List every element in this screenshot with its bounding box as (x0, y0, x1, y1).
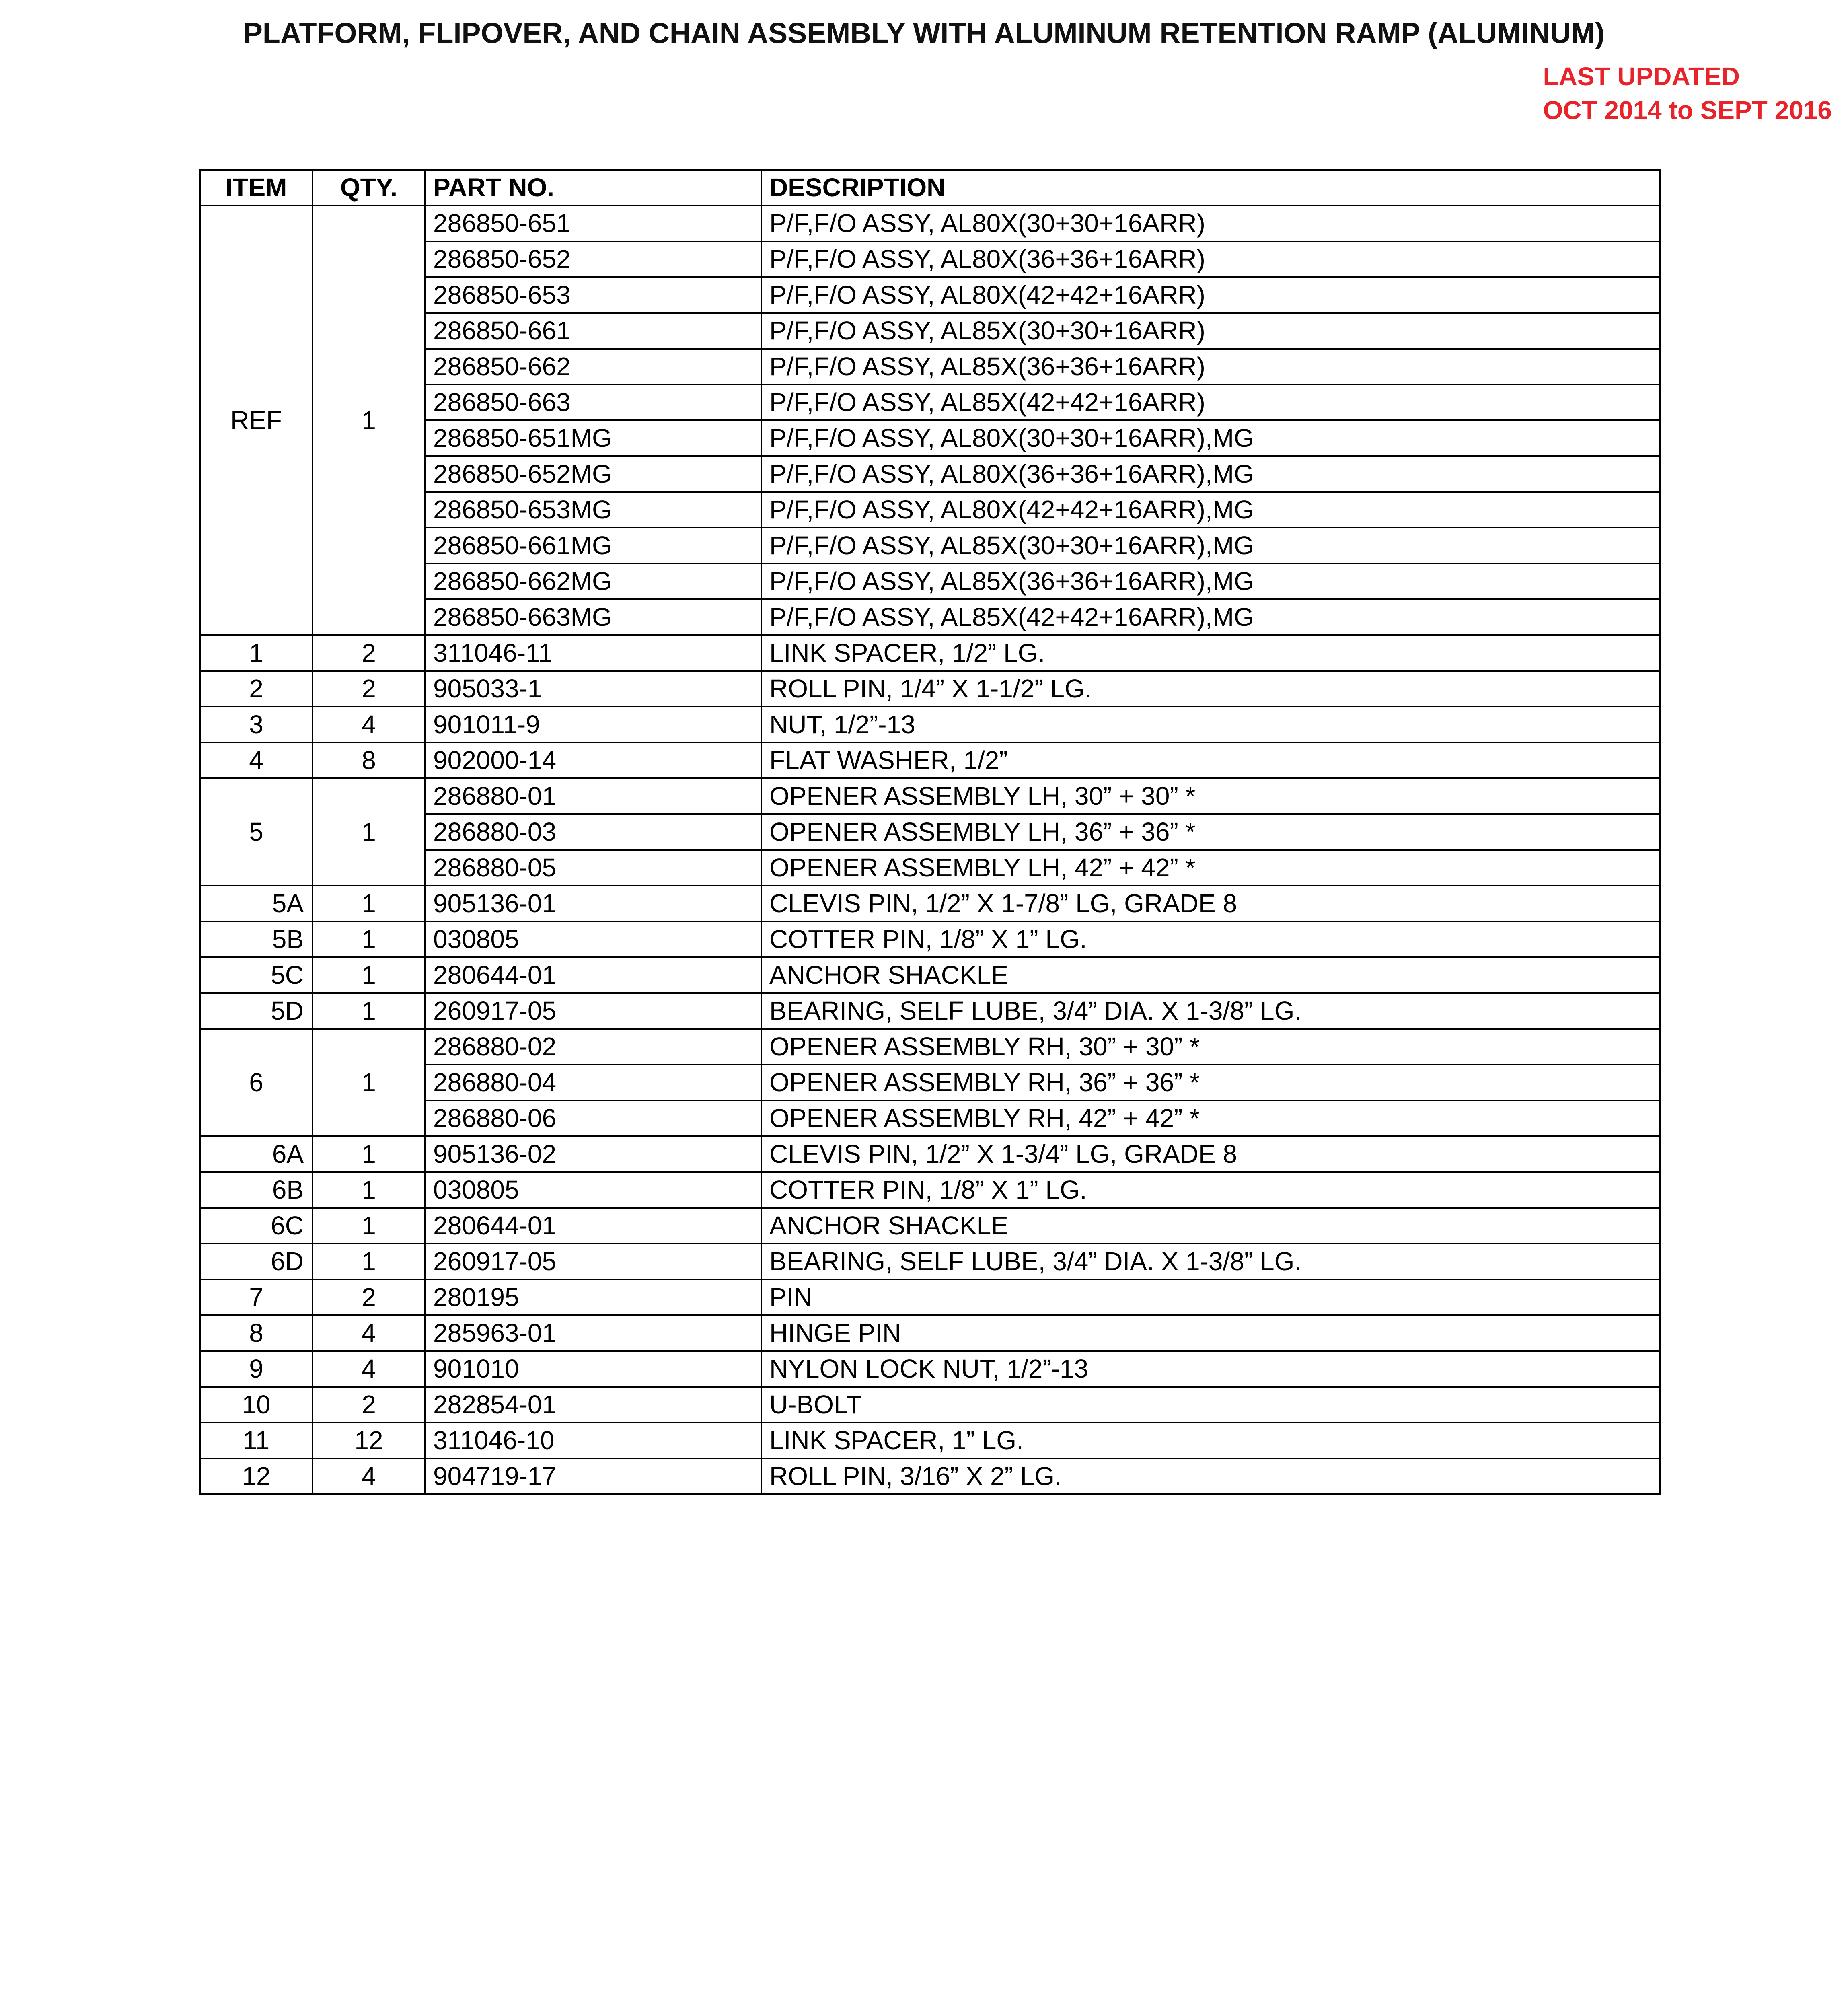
table-row (200, 1029, 1660, 1065)
cell-item: 5B (200, 921, 312, 957)
table-row (200, 635, 1660, 671)
cell-description: NYLON LOCK NUT, 1/2”-13 (761, 1351, 1660, 1387)
cell-item: 5D (200, 993, 312, 1029)
cell-item: 5A (200, 886, 312, 921)
cell-qty: 1 (312, 1244, 425, 1279)
table-row (200, 1279, 1660, 1315)
cell-item: 3 (200, 707, 312, 742)
cell-part-no: 286880-06 (425, 1100, 761, 1136)
table-row (200, 993, 1660, 1029)
cell-description: CLEVIS PIN, 1/2” X 1-7/8” LG, GRADE 8 (761, 886, 1660, 921)
cell-part-no: 901010 (425, 1351, 761, 1387)
cell-item: 6C (200, 1208, 312, 1244)
cell-item: 6A (200, 1136, 312, 1172)
cell-part-no: 286850-663 (425, 385, 761, 420)
table-row (200, 1351, 1660, 1387)
cell-part-no: 286850-662 (425, 349, 761, 385)
cell-description: OPENER ASSEMBLY LH, 42” + 42” * (761, 850, 1660, 886)
cell-qty: 1 (312, 1172, 425, 1208)
cell-description: HINGE PIN (761, 1315, 1660, 1351)
cell-description: PIN (761, 1279, 1660, 1315)
table-row (200, 1172, 1660, 1208)
cell-part-no: 286850-663MG (425, 599, 761, 635)
table-row (200, 957, 1660, 993)
cell-qty: 2 (312, 671, 425, 707)
table-row (200, 778, 1660, 814)
cell-description: LINK SPACER, 1/2” LG. (761, 635, 1660, 671)
cell-description: ANCHOR SHACKLE (761, 957, 1660, 993)
cell-item: 4 (200, 742, 312, 778)
table-row (200, 1136, 1660, 1172)
table-header-row (200, 170, 1660, 206)
cell-part-no: 905033-1 (425, 671, 761, 707)
cell-description: ROLL PIN, 3/16” X 2” LG. (761, 1458, 1660, 1494)
cell-item: 6B (200, 1172, 312, 1208)
cell-description: ROLL PIN, 1/4” X 1-1/2” LG. (761, 671, 1660, 707)
last-updated-label: LAST UPDATED (1543, 62, 1740, 91)
cell-qty: 1 (312, 1136, 425, 1172)
cell-part-no: 286880-03 (425, 814, 761, 850)
table-row (200, 921, 1660, 957)
cell-item: 10 (200, 1387, 312, 1423)
cell-description: P/F,F/O ASSY, AL85X(30+30+16ARR) (761, 313, 1660, 349)
table-row (200, 1208, 1660, 1244)
cell-qty: 1 (312, 886, 425, 921)
table-row (200, 1423, 1660, 1458)
table-row (200, 206, 1660, 241)
cell-item: 2 (200, 671, 312, 707)
cell-description: COTTER PIN, 1/8” X 1” LG. (761, 921, 1660, 957)
cell-item: 5C (200, 957, 312, 993)
cell-part-no: 286850-652 (425, 241, 761, 277)
cell-part-no: 901011-9 (425, 707, 761, 742)
header-description: DESCRIPTION (761, 170, 1660, 206)
cell-description: P/F,F/O ASSY, AL80X(36+36+16ARR),MG (761, 456, 1660, 492)
cell-part-no: 282854-01 (425, 1387, 761, 1423)
table-row (200, 742, 1660, 778)
cell-description: NUT, 1/2”-13 (761, 707, 1660, 742)
cell-part-no: 285963-01 (425, 1315, 761, 1351)
cell-description: P/F,F/O ASSY, AL85X(36+36+16ARR),MG (761, 563, 1660, 599)
cell-description: P/F,F/O ASSY, AL80X(42+42+16ARR),MG (761, 492, 1660, 528)
table-row (200, 671, 1660, 707)
table-row (200, 1244, 1660, 1279)
cell-description: BEARING, SELF LUBE, 3/4” DIA. X 1-3/8” LG. (761, 993, 1660, 1029)
cell-part-no: 286850-653 (425, 277, 761, 313)
header-qty: QTY. (312, 170, 425, 206)
cell-part-no: 286880-02 (425, 1029, 761, 1065)
cell-qty: 8 (312, 742, 425, 778)
cell-description: OPENER ASSEMBLY LH, 30” + 30” * (761, 778, 1660, 814)
cell-qty: 4 (312, 1351, 425, 1387)
cell-part-no: 286850-661MG (425, 528, 761, 563)
cell-description: OPENER ASSEMBLY RH, 30” + 30” * (761, 1029, 1660, 1065)
cell-qty: 4 (312, 707, 425, 742)
cell-qty: 1 (312, 921, 425, 957)
cell-description: OPENER ASSEMBLY RH, 36” + 36” * (761, 1065, 1660, 1100)
cell-part-no: 286880-01 (425, 778, 761, 814)
cell-item: 6D (200, 1244, 312, 1279)
cell-part-no: 286880-04 (425, 1065, 761, 1100)
cell-description: OPENER ASSEMBLY RH, 42” + 42” * (761, 1100, 1660, 1136)
cell-qty: 1 (312, 778, 425, 886)
table-row (200, 886, 1660, 921)
cell-part-no: 286850-661 (425, 313, 761, 349)
cell-part-no: 904719-17 (425, 1458, 761, 1494)
cell-part-no: 286880-05 (425, 850, 761, 886)
cell-description: P/F,F/O ASSY, AL85X(42+42+16ARR) (761, 385, 1660, 420)
cell-part-no: 905136-02 (425, 1136, 761, 1172)
table-row (200, 707, 1660, 742)
cell-part-no: 286850-651 (425, 206, 761, 241)
last-updated-note (1543, 60, 1832, 127)
cell-part-no: 286850-651MG (425, 420, 761, 456)
cell-qty: 2 (312, 635, 425, 671)
cell-part-no: 260917-05 (425, 993, 761, 1029)
parts-table (199, 169, 1661, 1495)
cell-part-no: 286850-662MG (425, 563, 761, 599)
cell-part-no: 280195 (425, 1279, 761, 1315)
cell-item: 5 (200, 778, 312, 886)
cell-item: REF (200, 206, 312, 635)
cell-item: 6 (200, 1029, 312, 1136)
table-row (200, 1315, 1660, 1351)
cell-part-no: 905136-01 (425, 886, 761, 921)
cell-qty: 2 (312, 1279, 425, 1315)
cell-qty: 1 (312, 957, 425, 993)
cell-description: P/F,F/O ASSY, AL80X(30+30+16ARR),MG (761, 420, 1660, 456)
cell-description: OPENER ASSEMBLY LH, 36” + 36” * (761, 814, 1660, 850)
cell-description: P/F,F/O ASSY, AL80X(42+42+16ARR) (761, 277, 1660, 313)
cell-part-no: 030805 (425, 1172, 761, 1208)
cell-part-no: 286850-652MG (425, 456, 761, 492)
cell-qty: 4 (312, 1315, 425, 1351)
cell-qty: 4 (312, 1458, 425, 1494)
cell-part-no: 286850-653MG (425, 492, 761, 528)
cell-item: 7 (200, 1279, 312, 1315)
parts-table-body (200, 206, 1660, 1494)
cell-item: 9 (200, 1351, 312, 1387)
cell-description: P/F,F/O ASSY, AL80X(36+36+16ARR) (761, 241, 1660, 277)
cell-description: CLEVIS PIN, 1/2” X 1-3/4” LG, GRADE 8 (761, 1136, 1660, 1172)
cell-description: P/F,F/O ASSY, AL85X(30+30+16ARR),MG (761, 528, 1660, 563)
cell-part-no: 030805 (425, 921, 761, 957)
last-updated-range: OCT 2014 to SEPT 2016 (1543, 96, 1832, 125)
cell-description: FLAT WASHER, 1/2” (761, 742, 1660, 778)
cell-item: 8 (200, 1315, 312, 1351)
header-part-no: PART NO. (425, 170, 761, 206)
cell-description: ANCHOR SHACKLE (761, 1208, 1660, 1244)
table-row (200, 1387, 1660, 1423)
cell-item: 12 (200, 1458, 312, 1494)
cell-item: 11 (200, 1423, 312, 1458)
cell-part-no: 260917-05 (425, 1244, 761, 1279)
header-item: ITEM (200, 170, 312, 206)
cell-qty: 2 (312, 1387, 425, 1423)
table-row (200, 1458, 1660, 1494)
cell-qty: 1 (312, 993, 425, 1029)
cell-description: LINK SPACER, 1” LG. (761, 1423, 1660, 1458)
cell-part-no: 280644-01 (425, 957, 761, 993)
cell-description: P/F,F/O ASSY, AL80X(30+30+16ARR) (761, 206, 1660, 241)
cell-description: P/F,F/O ASSY, AL85X(42+42+16ARR),MG (761, 599, 1660, 635)
cell-qty: 1 (312, 206, 425, 635)
cell-part-no: 311046-10 (425, 1423, 761, 1458)
cell-qty: 1 (312, 1208, 425, 1244)
cell-part-no: 311046-11 (425, 635, 761, 671)
cell-part-no: 902000-14 (425, 742, 761, 778)
cell-qty: 1 (312, 1029, 425, 1136)
cell-item: 1 (200, 635, 312, 671)
cell-part-no: 280644-01 (425, 1208, 761, 1244)
cell-description: U-BOLT (761, 1387, 1660, 1423)
cell-description: COTTER PIN, 1/8” X 1” LG. (761, 1172, 1660, 1208)
page-title: PLATFORM, FLIPOVER, AND CHAIN ASSEMBLY WITH ALUMINUM RETENTION RAMP (ALUMINUM) (243, 17, 1605, 49)
cell-qty: 12 (312, 1423, 425, 1458)
cell-description: BEARING, SELF LUBE, 3/4” DIA. X 1-3/8” LG. (761, 1244, 1660, 1279)
cell-description: P/F,F/O ASSY, AL85X(36+36+16ARR) (761, 349, 1660, 385)
